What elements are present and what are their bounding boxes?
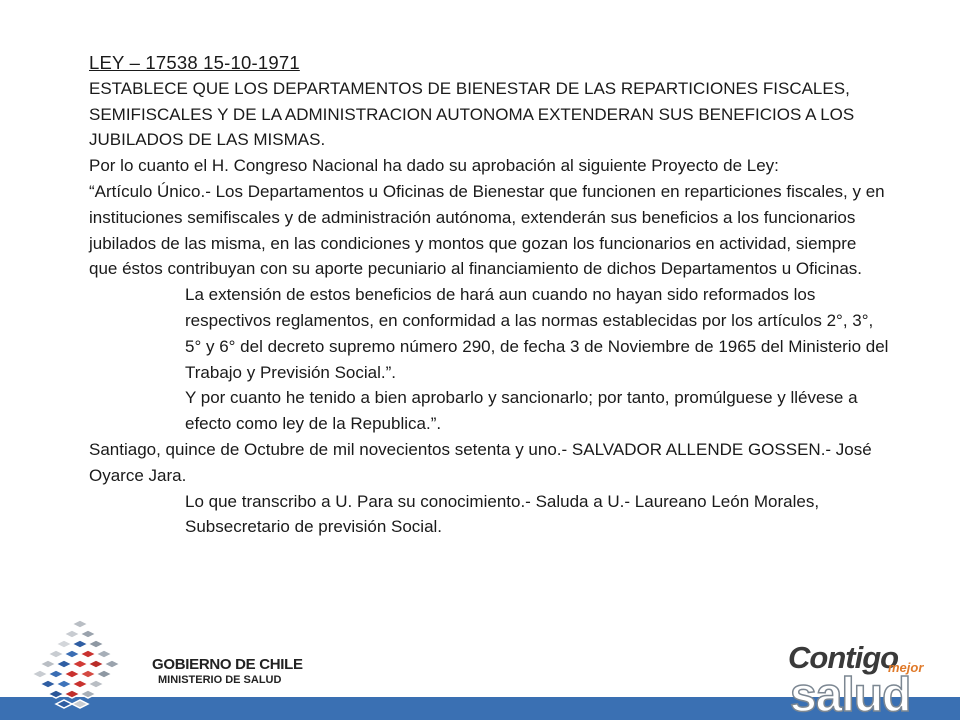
paragraph-promulgation: Y por cuanto he tenido a bien aprobarlo y sancionarlo; por tanto, promúlguese y llévese a efecto como ley de la Republica.”. xyxy=(185,388,858,434)
slogan-contigo: Contigo xyxy=(788,640,899,675)
document-body xyxy=(89,50,889,540)
law-subtitle: ESTABLECE QUE LOS DEPARTAMENTOS DE BIENESTAR DE LAS REPARTICIONES FISCALES, SEMIFISCALES Y DE LA ADMINISTRACION AUTONOMA EXTENDERAN SUS BENEFICIOS A LOS JUBILADOS DE LAS MISMAS. xyxy=(89,78,855,150)
paragraph-signature: Santiago, quince de Octubre de mil novecientos setenta y uno.- SALVADOR ALLENDE GOSSEN.- José Oyarce Jara. xyxy=(89,439,872,485)
ministry-name: MINISTERIO DE SALUD xyxy=(158,674,282,686)
paragraph-intro: Por lo cuanto el H. Congreso Nacional ha dado su aprobación al siguiente Proyecto de Ley: xyxy=(89,156,779,176)
law-title: LEY – 17538 15-10-1971 xyxy=(89,52,300,73)
paragraph-extension: La extensión de estos beneficios de hará aun cuando no hayan sido reformados los respectivos reglamentos, en conformidad a las normas establecidas por los artículos 2°, 3°, 5° y 6° del decreto supremo número 290, de fecha 3 de Noviembre de 1965 del Ministerio del Trabajo y Previsión Social.”. xyxy=(185,285,889,382)
slogan-salud: salud xyxy=(790,669,911,722)
paragraph-transcription: Lo que transcribo a U. Para su conocimiento.- Saluda a U.- Laureano León Morales, Subsecretario de previsión Social. xyxy=(185,491,820,537)
paragraph-article: “Artículo Único.- Los Departamentos u Oficinas de Bienestar que funcionen en reparticiones fiscales, y en instituciones semifiscales y de administración autónoma, extenderán sus beneficios a los funcionarios jubilados de las misma, en las condiciones y montos que gozan los funcionarios en actividad, siempre que éstos contribuyan con su aporte pecuniario al financiamiento de dichos Departamentos u Oficinas. xyxy=(89,181,885,279)
gobierno-chile-logo-icon xyxy=(28,620,138,720)
gov-name: GOBIERNO DE CHILE xyxy=(152,656,303,673)
slogan-mejor: mejor xyxy=(888,660,924,675)
contigo-mejor-salud-logo xyxy=(788,640,938,720)
gobierno-chile-wordmark xyxy=(152,656,303,686)
